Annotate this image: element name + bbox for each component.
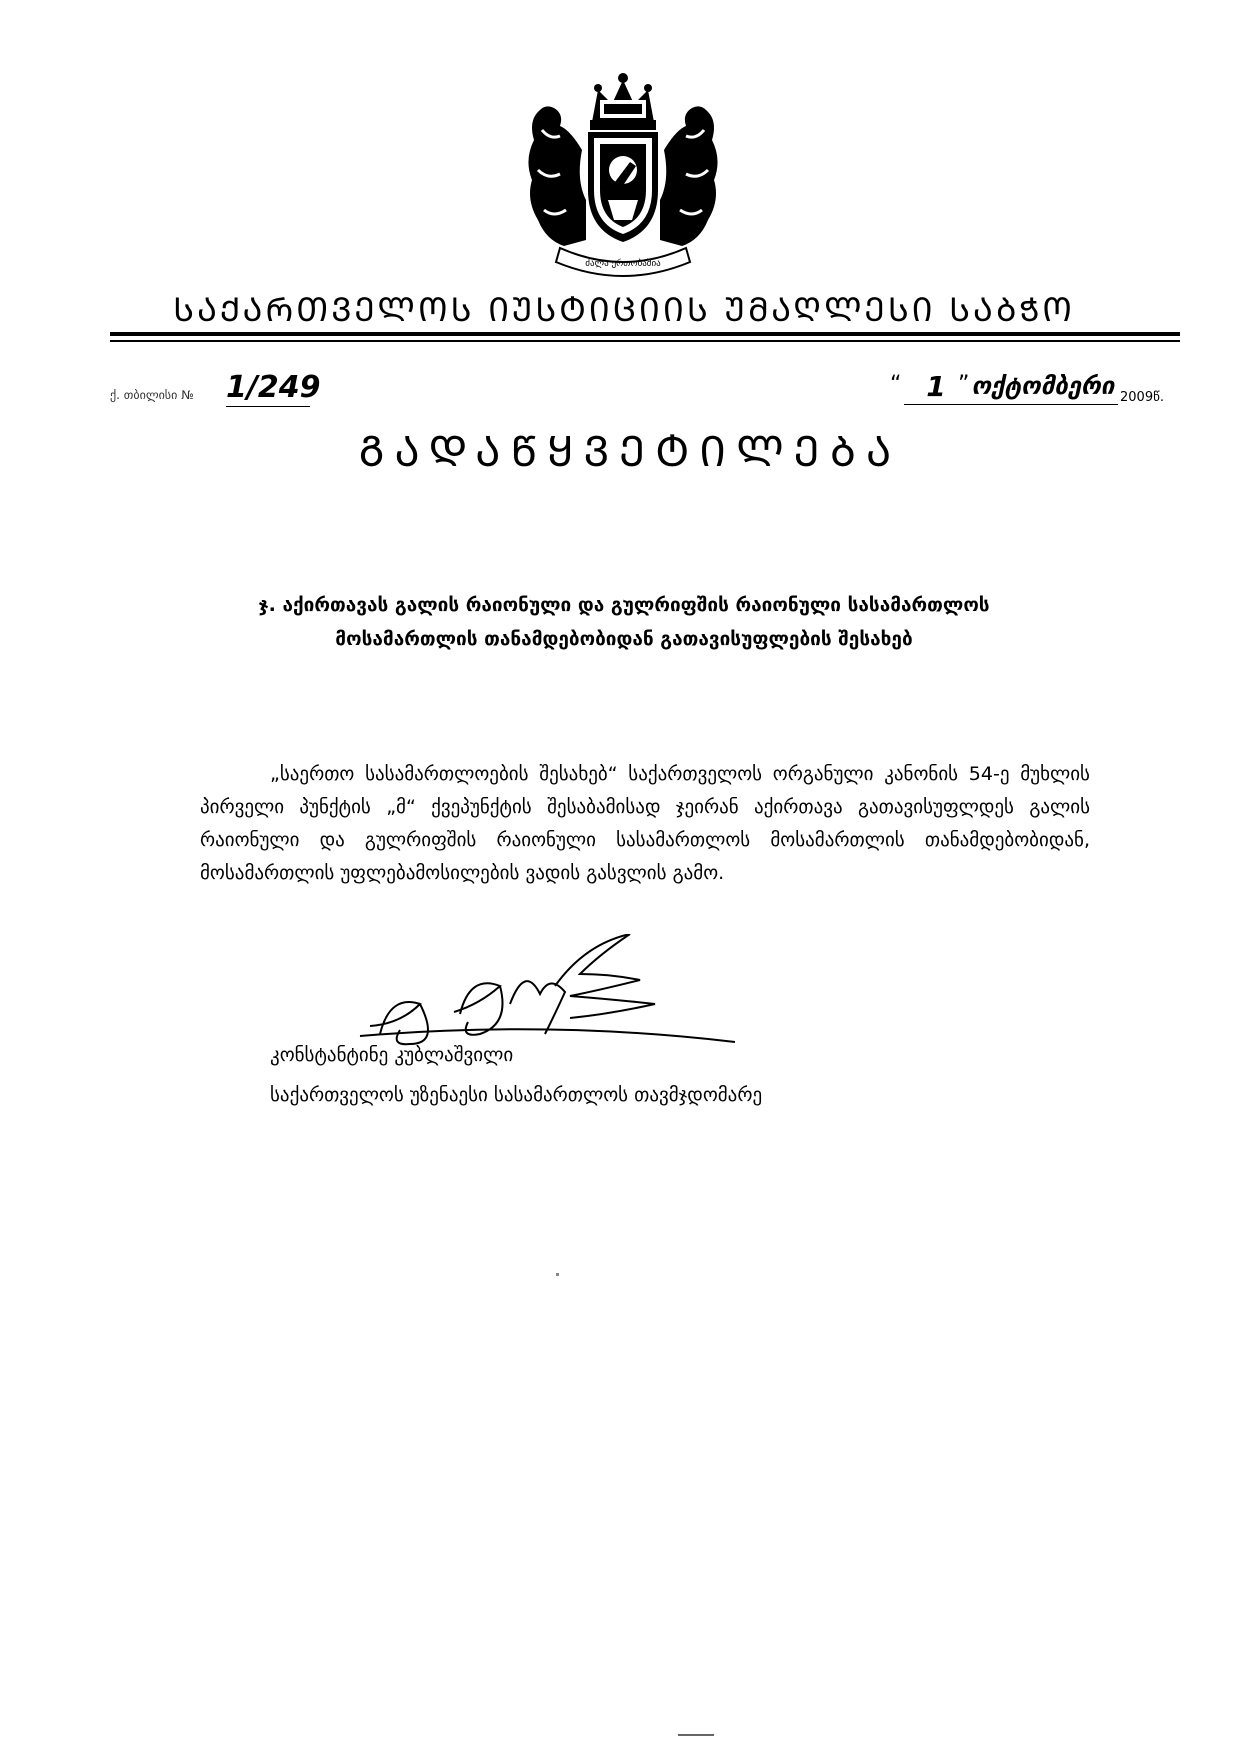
signatory-title: საქართველოს უზენაესი სასამართლოს თავმჯდომარე <box>270 1084 763 1106</box>
decree-number-value: 1/249 <box>226 370 321 405</box>
scan-artifact-line <box>678 1734 714 1736</box>
date-day-value: 1 <box>904 370 968 405</box>
crown-icon <box>590 73 656 130</box>
motto-text: ძალა ერთობაშია <box>585 259 661 269</box>
decree-body-paragraph: „საერთო სასამართლოების შესახებ“ საქართველოს ორგანული კანონის 54-ე მუხლის პირველი პუნქტის „მ“ ქვეპუნქტის შესაბამისად ჯეირან აქირთავა გათავისუფლდეს გალის რაიონული და გულრიფშის რაიონული სასამართლოს მოსამართლის თანამდებობიდან, მოსამართლის უფლებამოსილების ვადის გასვლის გამო. <box>200 763 1090 884</box>
date-open-quote: “ <box>890 372 902 397</box>
date-month-value: ოქტომბერი <box>968 368 1118 405</box>
header-rule-thick <box>110 332 1180 336</box>
decree-subject <box>180 588 1068 656</box>
lion-supporter-left-icon <box>528 106 586 246</box>
signature-icon <box>350 934 740 1054</box>
shield-icon <box>588 132 658 242</box>
header-rule-thin <box>110 340 1180 342</box>
motto-ribbon <box>556 248 690 276</box>
document-title: ᲒᲐᲓᲐᲬᲧᲕᲔᲢᲘᲚᲔᲑᲐ <box>358 427 902 476</box>
coat-of-arms-icon <box>520 70 726 278</box>
date-close-quote: ” <box>958 372 970 397</box>
subject-line-1: ჯ. აქირთავას გალის რაიონული და გულრიფშის რაიონული სასამართლოს <box>258 594 990 616</box>
scan-speck <box>556 1273 559 1276</box>
decree-number-label: ქ. თბილისი № <box>110 388 194 402</box>
lion-supporter-right-icon <box>660 106 718 246</box>
signatory-name: კონსტანტინე კუბლაშვილი <box>270 1044 514 1066</box>
date-year-value: 2009წ. <box>1120 390 1164 405</box>
subject-line-2: მოსამართლის თანამდებობიდან გათავისუფლების შესახებ <box>335 628 913 650</box>
council-name-heading: ᲡᲐᲥᲐᲠᲗᲕᲔᲚᲝᲡ ᲘᲣᲡᲢᲘᲪᲘᲘᲡ ᲣᲛᲐᲦᲚᲔᲡᲘ ᲡᲐᲑᲭᲝ <box>173 290 1075 329</box>
